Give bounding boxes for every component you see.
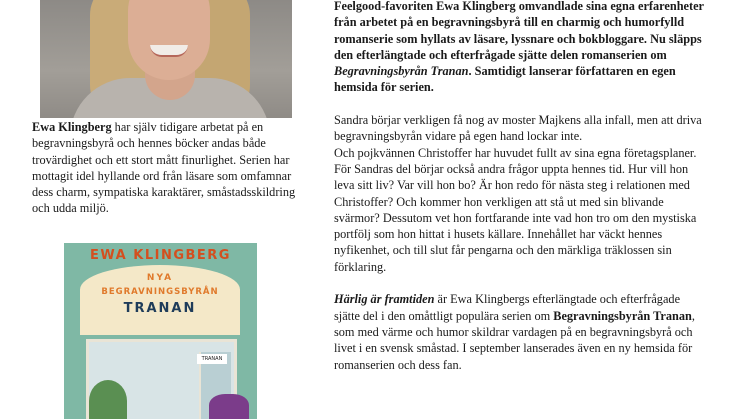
caption-text: har själv tidigare arbetat på en begravningsbyrå och hennes böcker andas både trovärdighet och ett stort mått finurlighet. Serien har mottagit idel hyllande ord från läsare som omfamnar dess charm, sympatiska karaktärer, småstadsskildring och udda miljö. — [32, 120, 296, 216]
book-cover-line2: BEGRAVNINGSBYRÅN — [101, 287, 219, 297]
photo-face — [128, 0, 210, 80]
lead-text-1: Feelgood-favoriten Ewa Klingberg omvandlade sina egna erfarenheter från arbetet på en begravningsbyrå till en charmig och humorfylld romanserie som hyllats av läsare, lyssnare och bokbloggare. Nu släpps den efterlängtade och efterfrågade sjätte delen romanserien om — [334, 0, 704, 62]
book-cover-door-tag: TRANAN — [197, 354, 227, 364]
book-cover-plant — [89, 380, 127, 419]
lead-series-title: Begravningsbyrån Tranan — [334, 64, 469, 79]
lead-paragraph — [334, 0, 709, 96]
book-cover-author: EWA KLINGBERG — [90, 248, 231, 263]
body-paragraph-2: Och pojkvännen Christoffer har huvudet fullt av sina egna företagsplaner. För Sandras del börjar också andra frågor uppta hennes tid. Hur vill hon leva sitt liv? Var vill hon bo? Är hon redo för nästa steg i relationen med Christoffer? Och kommer hon verkligen att stå ut med sin blivande svärmor? Dessutom vet hon fortfarande inte vad hon tro om den mystiska portfölj som hon hittat i husets källare. Innehållet har väckt hennes nyfikenhet, och till slut får pengarna och den märkliga träklossen sin förklaring. — [334, 145, 697, 274]
photo-caption — [32, 119, 302, 217]
lead-text-2: . Samtidigt lanserar författaren en egen hemsida för serien. — [334, 64, 676, 95]
author-photo — [40, 0, 292, 118]
body-paragraph-3 — [334, 291, 709, 372]
book-cover-hat — [209, 394, 249, 419]
book-cover-line3: TRANAN — [123, 301, 197, 316]
body-paragraph-3-text-a: är Ewa Klingbergs efterlängtade och efterfrågade sjätte del i den omåttligt populära serien om — [334, 292, 681, 323]
book-cover-window — [86, 339, 237, 419]
article-body — [334, 0, 709, 373]
body-paragraph-3-text-b: , som med värme och humor skildrar vardagen på en begravningsbyrå och livet i en svensk småstad. I september lanserades även en ny hemsida för romanserien och dess fan. — [334, 308, 695, 372]
photo-smile — [150, 45, 188, 57]
book-cover-line1: NYA — [146, 273, 174, 283]
book-cover — [64, 243, 257, 419]
body-paragraph-1: Sandra börjar verkligen få nog av moster Majkens alla infall, men att driva begravningsbyrån vidare på egen hand lockar inte. — [334, 113, 702, 144]
series-name: Begravningsbyrån Tranan — [553, 308, 692, 323]
caption-author-name: Ewa Klingberg — [32, 120, 112, 134]
book-title: Härlig är framtiden — [334, 292, 435, 307]
book-cover-sign — [80, 265, 240, 335]
